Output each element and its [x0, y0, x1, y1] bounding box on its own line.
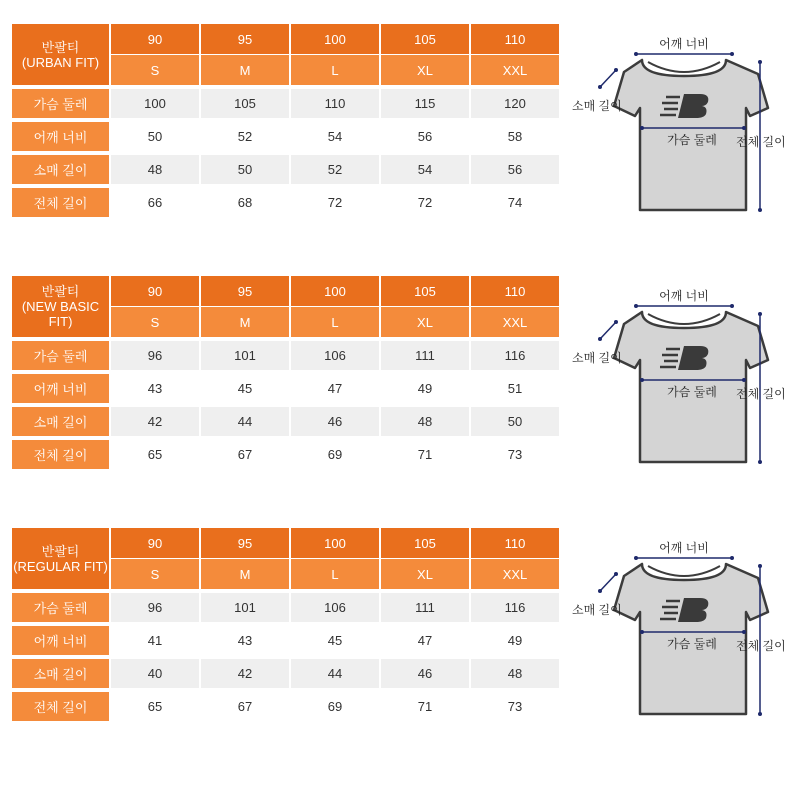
table-row [12, 622, 559, 655]
table-cell: 116 [469, 589, 559, 622]
table-cell: 40 [109, 655, 199, 688]
table-row [12, 85, 559, 118]
size-letter-header: M [199, 307, 289, 337]
label-length: 전체 길이 [736, 639, 786, 653]
row-label-chest: 가슴 둘레 [12, 85, 109, 118]
size-letter-header: M [199, 559, 289, 589]
table-cell: 111 [379, 589, 469, 622]
tshirt-diagram [572, 276, 792, 476]
label-chest: 가슴 둘레 [667, 637, 717, 651]
table-title-cell [12, 276, 109, 337]
size-letter-header: S [109, 559, 199, 589]
size-letter-header: M [199, 55, 289, 85]
table-cell: 66 [109, 184, 199, 217]
table-cell: 65 [109, 436, 199, 469]
table-cell: 43 [109, 370, 199, 403]
table-cell: 45 [199, 370, 289, 403]
table-row [12, 184, 559, 217]
table-cell: 120 [469, 85, 559, 118]
table-cell: 56 [469, 151, 559, 184]
size-letter-header: L [289, 55, 379, 85]
size-number-header: 100 [289, 24, 379, 55]
table-cell: 72 [379, 184, 469, 217]
product-title: 반팔티 [41, 543, 80, 559]
table-cell: 50 [199, 151, 289, 184]
table-title-cell [12, 528, 109, 589]
fit-name: (REGULAR FIT) [13, 558, 108, 574]
table-cell: 67 [199, 436, 289, 469]
table-cell: 54 [289, 118, 379, 151]
table-cell: 52 [199, 118, 289, 151]
label-sleeve: 소매 길이 [572, 99, 622, 113]
table-cell: 74 [469, 184, 559, 217]
measure-shoulder [634, 540, 734, 560]
size-letter-header: XL [379, 307, 469, 337]
table-cell: 58 [469, 118, 559, 151]
row-label-shoulder: 어깨 너비 [12, 622, 109, 655]
table-cell: 47 [379, 622, 469, 655]
fit-name: (NEW BASIC FIT) [21, 299, 100, 329]
size-chart-regular-fit [12, 528, 792, 728]
row-label-sleeve: 소매 길이 [12, 151, 109, 184]
size-number-header: 110 [469, 528, 559, 559]
table-cell: 42 [199, 655, 289, 688]
table-cell: 46 [379, 655, 469, 688]
size-letter-header: XXL [469, 55, 559, 85]
fit-name: (URBAN FIT) [21, 54, 100, 70]
size-letter-header: XL [379, 55, 469, 85]
table-row [12, 589, 559, 622]
row-label-sleeve: 소매 길이 [12, 655, 109, 688]
table-cell: 50 [109, 118, 199, 151]
size-number-header: 105 [379, 528, 469, 559]
size-number-header: 95 [199, 528, 289, 559]
table-cell: 44 [199, 403, 289, 436]
label-chest: 가슴 둘레 [667, 133, 717, 147]
size-chart-new-basic-fit [12, 276, 792, 476]
table-cell: 54 [379, 151, 469, 184]
table-row [12, 655, 559, 688]
table-cell: 49 [379, 370, 469, 403]
table-cell: 44 [289, 655, 379, 688]
measure-sleeve [572, 572, 622, 617]
row-label-shoulder: 어깨 너비 [12, 370, 109, 403]
table-row [12, 118, 559, 151]
tshirt-diagram [572, 528, 792, 728]
table-title-cell [12, 24, 109, 85]
table-cell: 48 [469, 655, 559, 688]
table-cell: 115 [379, 85, 469, 118]
table-cell: 49 [469, 622, 559, 655]
measure-sleeve [572, 320, 622, 365]
size-letter-header: L [289, 307, 379, 337]
table-cell: 110 [289, 85, 379, 118]
table-cell: 105 [199, 85, 289, 118]
table-cell: 106 [289, 589, 379, 622]
size-number-header: 110 [469, 24, 559, 55]
table-cell: 46 [289, 403, 379, 436]
table-cell: 48 [379, 403, 469, 436]
size-number-header: 90 [109, 24, 199, 55]
size-letter-header: XXL [469, 559, 559, 589]
tshirt-diagram [572, 24, 792, 224]
table-cell: 96 [109, 337, 199, 370]
table-cell: 72 [289, 184, 379, 217]
size-letter-header: L [289, 559, 379, 589]
size-table [12, 276, 559, 469]
size-number-header: 105 [379, 24, 469, 55]
table-cell: 111 [379, 337, 469, 370]
size-table [12, 24, 559, 217]
row-label-length: 전체 길이 [12, 436, 109, 469]
table-row [12, 403, 559, 436]
size-letter-header: XXL [469, 307, 559, 337]
size-number-header: 100 [289, 528, 379, 559]
product-title: 반팔티 [41, 284, 80, 299]
table-row [12, 688, 559, 721]
size-chart-urban-fit [12, 24, 792, 224]
table-cell: 43 [199, 622, 289, 655]
label-sleeve: 소매 길이 [572, 603, 622, 617]
row-label-sleeve: 소매 길이 [12, 403, 109, 436]
table-cell: 96 [109, 589, 199, 622]
table-cell: 101 [199, 589, 289, 622]
measure-sleeve [572, 68, 622, 113]
size-letter-header: S [109, 307, 199, 337]
label-shoulder: 어깨 너비 [659, 289, 709, 303]
table-cell: 50 [469, 403, 559, 436]
size-number-header: 110 [469, 276, 559, 307]
label-shoulder: 어깨 너비 [659, 37, 709, 51]
product-title: 반팔티 [41, 39, 80, 55]
table-cell: 73 [469, 688, 559, 721]
table-cell: 100 [109, 85, 199, 118]
table-cell: 101 [199, 337, 289, 370]
size-letter-header: S [109, 55, 199, 85]
measure-shoulder [634, 288, 734, 308]
table-cell: 69 [289, 688, 379, 721]
size-number-header: 95 [199, 24, 289, 55]
size-table [12, 528, 559, 721]
table-cell: 65 [109, 688, 199, 721]
size-letter-header: XL [379, 559, 469, 589]
table-row [12, 151, 559, 184]
table-cell: 69 [289, 436, 379, 469]
row-label-chest: 가슴 둘레 [12, 589, 109, 622]
row-label-length: 전체 길이 [12, 688, 109, 721]
table-cell: 48 [109, 151, 199, 184]
table-cell: 71 [379, 436, 469, 469]
table-cell: 67 [199, 688, 289, 721]
table-cell: 51 [469, 370, 559, 403]
table-cell: 45 [289, 622, 379, 655]
table-row [12, 337, 559, 370]
table-cell: 42 [109, 403, 199, 436]
table-cell: 71 [379, 688, 469, 721]
size-number-header: 105 [379, 276, 469, 307]
label-shoulder: 어깨 너비 [659, 541, 709, 555]
table-cell: 52 [289, 151, 379, 184]
label-chest: 가슴 둘레 [667, 385, 717, 399]
label-length: 전체 길이 [736, 135, 786, 149]
size-number-header: 90 [109, 528, 199, 559]
table-cell: 106 [289, 337, 379, 370]
measure-shoulder [634, 36, 734, 56]
size-number-header: 95 [199, 276, 289, 307]
table-cell: 47 [289, 370, 379, 403]
row-label-length: 전체 길이 [12, 184, 109, 217]
table-row [12, 370, 559, 403]
row-label-shoulder: 어깨 너비 [12, 118, 109, 151]
table-cell: 73 [469, 436, 559, 469]
table-cell: 56 [379, 118, 469, 151]
label-length: 전체 길이 [736, 387, 786, 401]
table-row [12, 436, 559, 469]
label-sleeve: 소매 길이 [572, 351, 622, 365]
table-cell: 68 [199, 184, 289, 217]
size-number-header: 100 [289, 276, 379, 307]
row-label-chest: 가슴 둘레 [12, 337, 109, 370]
table-cell: 116 [469, 337, 559, 370]
size-number-header: 90 [109, 276, 199, 307]
table-cell: 41 [109, 622, 199, 655]
